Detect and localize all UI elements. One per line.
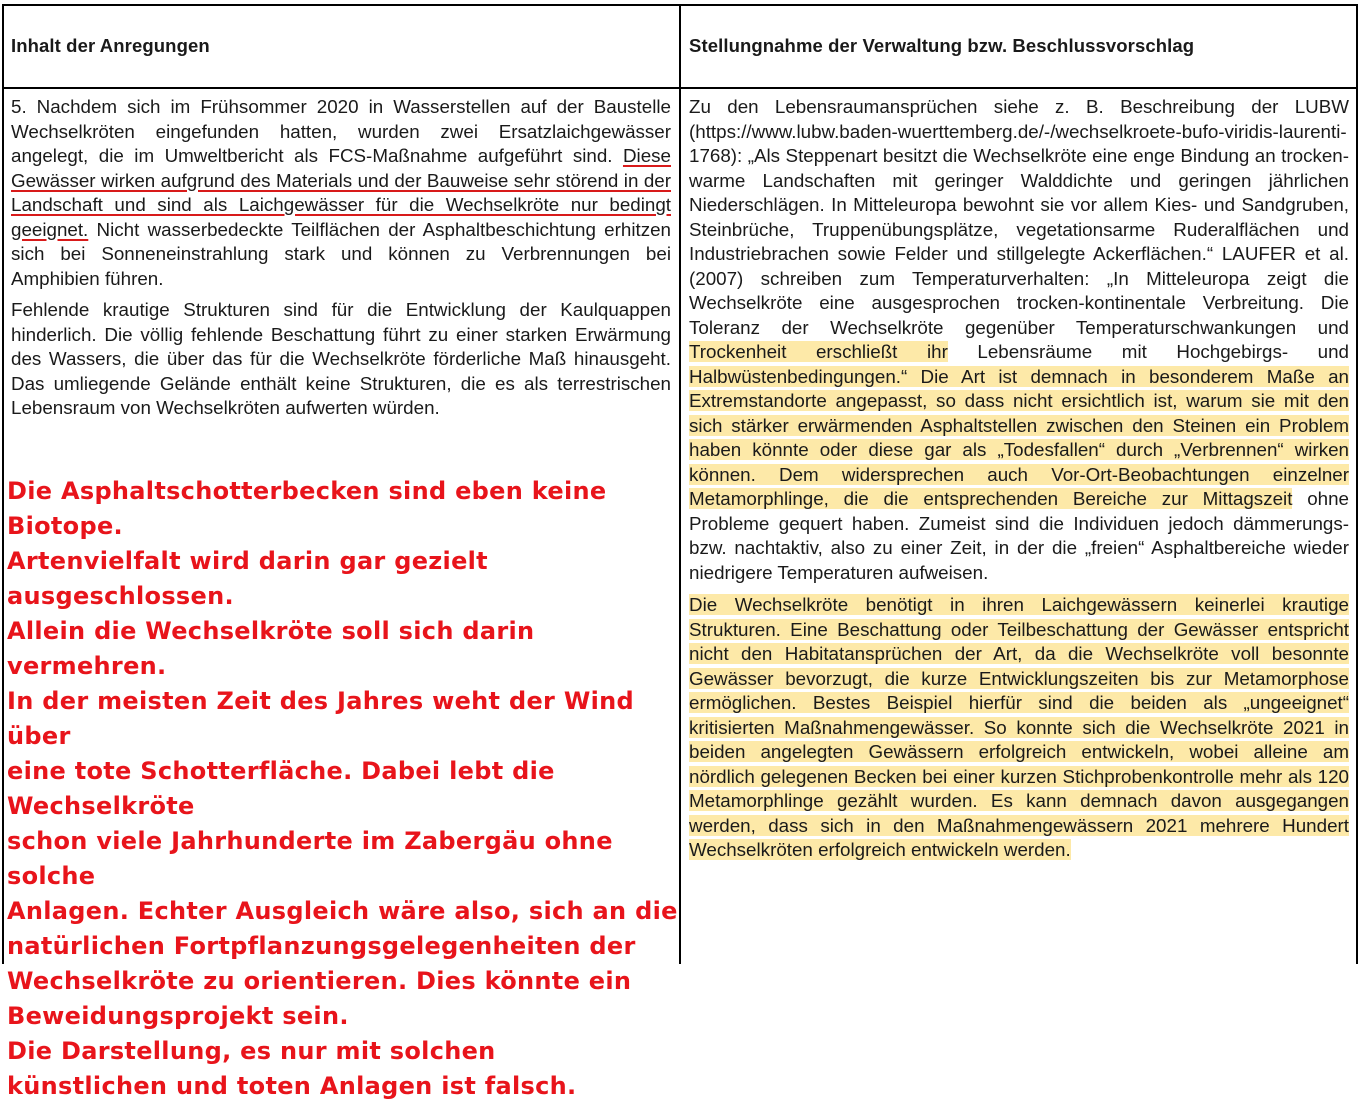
- left-p1-underlined: Diese Gewässer wirken aufgrund des Materials und der Bauweise sehr störend in der Landschaft und sind als Laichgewässer für die Wechselkröte nur bedingt geeignet.: [11, 145, 671, 240]
- annotation-2: Die Darstellung, es nur mit solchen künstlichen und toten Anlagen ist falsch.: [7, 1037, 577, 1100]
- left-p1-text-a: 5. Nachdem sich im Frühsommer 2020 in Wasserstellen auf der Baustelle Wechselkröten eingefunden hatten, wurden zwei Ersatzlaichgewässer angelegt, die im Umweltbericht als FCS-Maßnahme aufgeführt sind.: [11, 96, 671, 166]
- left-paragraph-2: Fehlende krautige Strukturen sind für die Entwicklung der Kaulquappen hinderlich. Die völlig fehlende Beschattung führt zu einer starken Erwärmung des Wassers, die über das für die Wechselkröte förderliche Maß hinausgeht. Das umliegende Gelände enthält keine Strukturen, die es als terrestrischen Lebensraum von Wechselkröten aufwerten würden.: [11, 299, 671, 418]
- right-p1-highlight-a: Trockenheit erschließt ihr: [689, 341, 948, 362]
- right-p1-text-b: Lebensräume mit Hochgebirgs- und: [947, 341, 1349, 362]
- table-border-right: [1356, 4, 1358, 964]
- right-cell: [689, 95, 1349, 863]
- table-border-top: [2, 4, 1358, 6]
- right-paragraph-2: [689, 593, 1349, 863]
- table-header-divider: [2, 87, 1358, 89]
- right-p1-text-a: Zu den Lebensraumansprüchen siehe z. B. Beschreibung der LUBW (https://www.lubw.baden-wuerttemberg.de/-/wechselkroete-bufo-viridis-laurenti-1768): „Als Steppenart besitzt die Wechselkröte eine enge Bindung an trocken-warme Landschaften mit geringer Walddichte und geringen jährlichen Niederschlägen. In Mitteleuropa bewohnt sie vor allem Kies- und Sandgruben, Steinbrüche, Truppenübungsplätze, vegetationsarme Ruderalflächen und Industriebrachen sowie Felder und stillgelegte Ackerflächen.“ LAUFER et al. (2007) schreiben zum Temperaturverhalten: „In Mitteleuropa zeigt die Wechselkröte eine ausgesprochen trocken-kontinentale Verbreitung. Die Toleranz der Wechselkröte gegenüber Temperaturschwankungen und: [689, 96, 1349, 338]
- right-p1-text-c: ohne Probleme gequert haben. Zumeist sind die Individuen jedoch dämmerungs- bzw. nachtaktiv, also zu einer Zeit, in der die „freien“ Asphaltbereiche wieder niedrigere Temperaturen aufweisen.: [689, 488, 1349, 583]
- right-p2-highlight: Die Wechselkröte benötigt in ihren Laichgewässern keinerlei krautige Strukturen. Eine Beschattung oder Teilbeschattung der Gewässer entspricht nicht den Habitatansprüchen der Art, da die Wechselkröte voll besonnte Gewässer bevorzugt, die kurze Entwicklungszeiten bis zur Metamorphose ermöglichen. Bestes Beispiel hierfür sind die beiden als „ungeeignet“ kritisierten Maßnahmengewässer. So konnte sich die Wechselkröte 2021 in beiden angelegten Gewässern erfolgreich entwickeln, wobei alleine am nördlich gelegenen Becken bei einer kurzen Stichprobenkontrolle mehr als 120 Metamorphlinge gezählt wurden. Es kann demnach davon ausgegangen werden, dass sich in den Maßnahmengewässern 2021 mehrere Hundert Wechselkröten erfolgreich entwickeln werden.: [689, 594, 1349, 860]
- annotation-1: Die Asphaltschotterbecken sind eben keine Biotope. Artenvielfalt wird darin gar gezielt ausgeschlossen. Allein die Wechselkröte soll sich darin vermehren. In der meisten Zeit des Jahres weht der Wind über eine tote Schotterfläche. Dabei lebt die Wechselkröte schon viele Jahrhunderte im Zabergäu ohne solche Anlagen. Echter Ausgleich wäre also, sich an die natürlichen Fortpflanzungsgelegenheiten der Wechselkröte zu orientieren. Dies könnte ein Beweidungsprojekt sein.: [7, 477, 678, 1030]
- table-border-left: [2, 4, 4, 964]
- left-paragraph-1: [11, 95, 671, 291]
- right-paragraph-1: [689, 95, 1349, 585]
- left-p1-text-b: Nicht wasserbedeckte Teilflächen der Asphaltbeschichtung erhitzen sich bei Sonneneinstrahlung stark und können zu Verbrennungen bei Amphibien führen.: [11, 218, 671, 289]
- left-cell: [11, 95, 671, 421]
- right-p1-highlight-b: Halbwüstenbedingungen.“ Die Art ist demnach in besonderem Maße an Extremstandorte angepasst, so dass nicht ersichtlich ist, warum sie mit den sich stärker erwärmenden Asphaltstellen zwischen den Steinen ein Problem haben könnte oder diese gar als „Todesfallen“ durch „Verbrennen“ wirken können. Dem widersprechen auch Vor-Ort-Beobachtungen einzelner Metamorphlinge, die die entsprechenden Bereiche zur Mittagszeit: [689, 365, 1349, 509]
- header-right: Stellungnahme der Verwaltung bzw. Beschlussvorschlag: [689, 35, 1195, 56]
- header-left: Inhalt der Anregungen: [11, 35, 210, 56]
- red-annotation: [7, 474, 697, 1104]
